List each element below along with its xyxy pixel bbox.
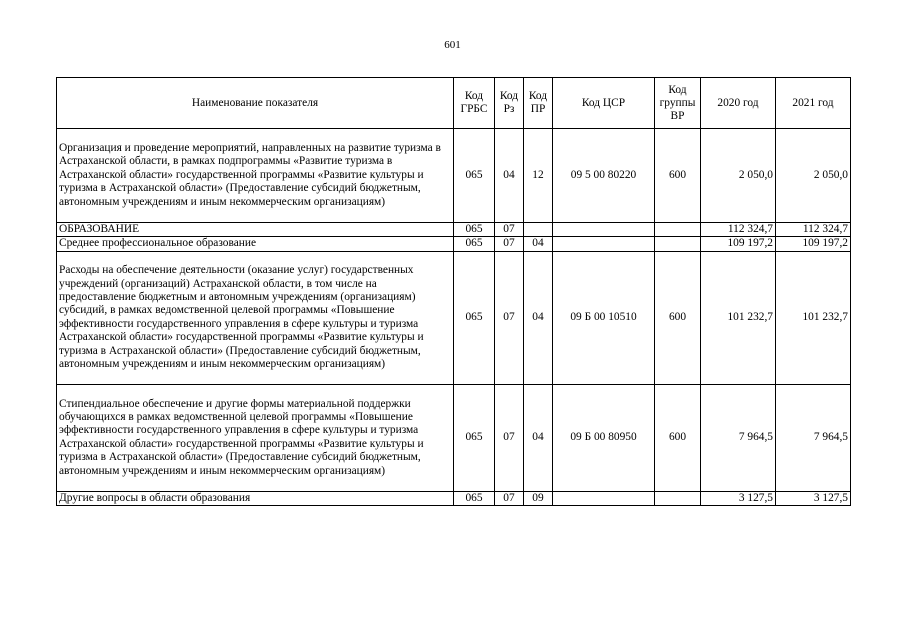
row-pr [524,223,553,237]
header-vr: Код группы ВР [655,78,701,129]
row-2021: 7 964,5 [776,384,851,491]
row-vr: 600 [655,251,701,384]
row-pr: 04 [524,237,553,251]
row-grbs: 065 [454,251,495,384]
table-row [57,491,851,505]
table-row [57,384,851,491]
row-csr [553,237,655,251]
row-2021: 3 127,5 [776,491,851,505]
row-name: Расходы на обеспечение деятельности (оказание услуг) государственных учреждений (организаций) Астраханской области, в том числе на предоставление бюджетным и автономным учреждениям (организациям) субсидий, в рамках ведомственной целевой программы «Повышение эффективности государственного управления в сфере культуры и туризма Астраханской области» государственной программы «Развитие культуры и туризма в Астраханской области» (Предоставление субсидий бюджетным, автономным учреждениям и иным некоммерческим организациям) [57,251,454,384]
header-2021: 2021 год [776,78,851,129]
row-name: Другие вопросы в области образования [57,491,454,505]
row-grbs: 065 [454,384,495,491]
row-2021: 112 324,7 [776,223,851,237]
row-name: Организация и проведение мероприятий, направленных на развитие туризма в Астраханской области, в рамках подпрограммы «Развитие туризма в Астраханской области» государственной программы «Развитие культуры и туризма в Астраханской области» (Предоставление субсидий бюджетным, автономным учреждениям и иным некоммерческим организациям) [57,129,454,223]
row-grbs: 065 [454,223,495,237]
header-csr: Код ЦСР [553,78,655,129]
table-row [57,223,851,237]
row-vr [655,491,701,505]
row-2021: 101 232,7 [776,251,851,384]
row-2020: 3 127,5 [701,491,776,505]
row-pr: 04 [524,384,553,491]
row-name: ОБРАЗОВАНИЕ [57,223,454,237]
row-2021: 2 050,0 [776,129,851,223]
table-row [57,237,851,251]
row-csr [553,491,655,505]
row-pr: 04 [524,251,553,384]
row-name: Среднее профессиональное образование [57,237,454,251]
header-grbs: Код ГРБС [454,78,495,129]
row-rz: 04 [495,129,524,223]
header-rz: Код Рз [495,78,524,129]
row-grbs: 065 [454,491,495,505]
row-rz: 07 [495,384,524,491]
row-vr [655,223,701,237]
row-rz: 07 [495,491,524,505]
page-number: 601 [444,39,461,51]
row-grbs: 065 [454,129,495,223]
row-rz: 07 [495,223,524,237]
row-vr [655,237,701,251]
header-name: Наименование показателя [57,78,454,129]
row-2020: 112 324,7 [701,223,776,237]
row-csr: 09 5 00 80220 [553,129,655,223]
budget-table [56,77,851,506]
row-csr [553,223,655,237]
row-grbs: 065 [454,237,495,251]
row-2020: 2 050,0 [701,129,776,223]
row-pr: 09 [524,491,553,505]
row-rz: 07 [495,251,524,384]
header-2020: 2020 год [701,78,776,129]
row-csr: 09 Б 00 10510 [553,251,655,384]
table-row [57,129,851,223]
row-vr: 600 [655,129,701,223]
row-2020: 7 964,5 [701,384,776,491]
header-pr: Код ПР [524,78,553,129]
row-rz: 07 [495,237,524,251]
row-2021: 109 197,2 [776,237,851,251]
table-row [57,251,851,384]
row-vr: 600 [655,384,701,491]
row-2020: 109 197,2 [701,237,776,251]
row-2020: 101 232,7 [701,251,776,384]
table-header-row [57,78,851,129]
row-csr: 09 Б 00 80950 [553,384,655,491]
row-pr: 12 [524,129,553,223]
row-name: Стипендиальное обеспечение и другие формы материальной поддержки обучающихся в рамках ведомственной целевой программы «Повышение эффективности государственного управления в сфере культуры и туризма Астраханской области» государственной программы «Развитие культуры и туризма в Астраханской области» (Предоставление субсидий бюджетным, автономным учреждениям и иным некоммерческим организациям) [57,384,454,491]
